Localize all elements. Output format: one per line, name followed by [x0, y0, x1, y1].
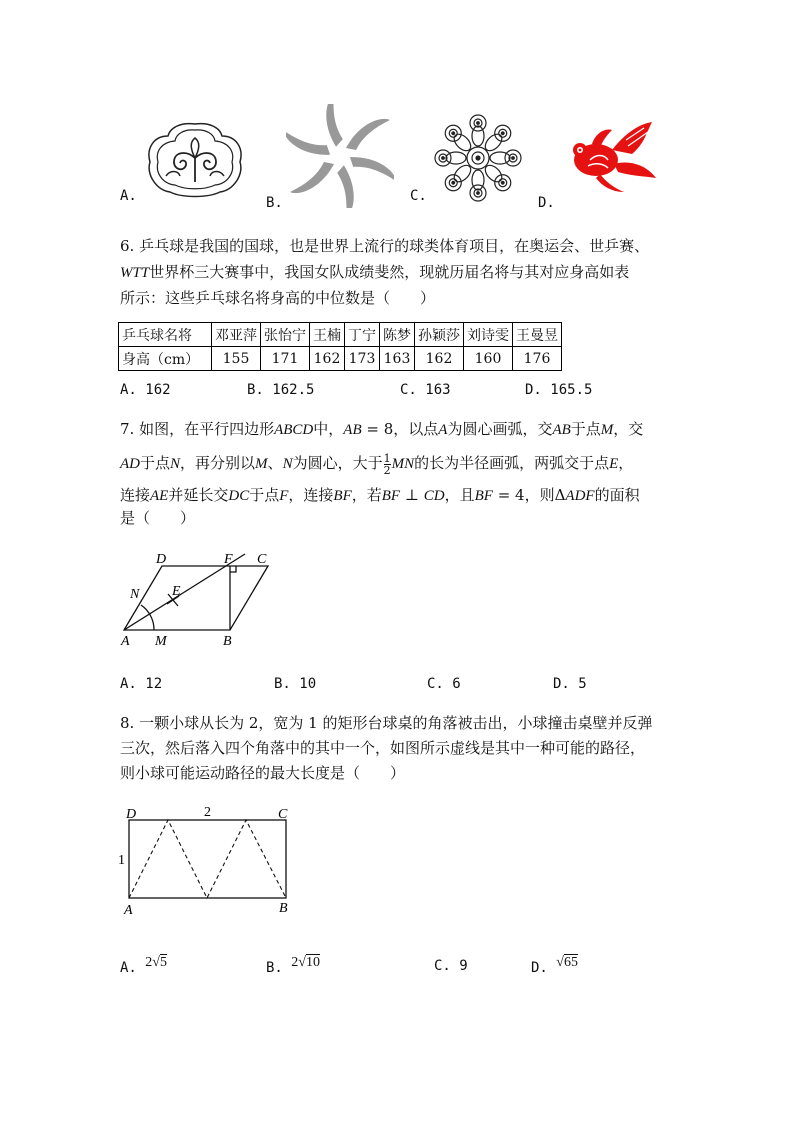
radical-expression: 2√10 — [291, 955, 320, 970]
table-row — [119, 323, 562, 347]
q5-figure-b — [286, 104, 394, 208]
q5-option-c: C. — [410, 188, 427, 204]
table-cell: 邓亚萍 — [212, 323, 261, 347]
label-E: E — [172, 584, 181, 599]
table-cell: 162 — [415, 347, 464, 371]
q7-stem-line-4: 是（ ） — [120, 509, 196, 527]
q5-option-b: B. — [266, 195, 283, 211]
q6-option-d: D. 165.5 — [525, 382, 593, 398]
table-cell: 176 — [513, 347, 562, 371]
label-N: N — [130, 587, 140, 602]
q6-stem-line-3: 所示：这些乒乓球名将身高的中位数是（ ） — [120, 289, 436, 307]
table-cell: 王楠 — [310, 323, 345, 347]
q7-option-c: C. 6 — [427, 676, 461, 692]
q6-height-table — [118, 322, 562, 371]
q7-stem-line-2: AD于点N，再分别以M、N为圆心，大于 $\frac{1}{2}$ MN的长为半径画弧，两弧交于点E， — [120, 451, 634, 477]
table-cell: 陈梦 — [380, 323, 415, 347]
table-cell: 张怡宁 — [261, 323, 310, 347]
q5-figure-c — [432, 112, 524, 204]
table-cell: 160 — [464, 347, 513, 371]
q5-figure-a — [140, 118, 250, 200]
q6-stem-line-2: WTT世界杯三大赛事中，我国女队成绩斐然，现就历届名将与其对应身高如表 — [120, 263, 630, 281]
q8-stem-line-3: 则小球可能运动路径的最大长度是（ ） — [120, 764, 406, 782]
label-B: B — [223, 634, 232, 649]
table-header-cell: 身高（cm） — [119, 347, 212, 371]
q7-stem-line-1: 7. 如图，在平行四边形ABCD中，AB = 8，以点A为圆心画弧，交AB于点M，交 — [120, 420, 644, 438]
label-left-width: 1 — [118, 853, 125, 868]
label-C: C — [278, 807, 288, 822]
q7-option-a: A. 12 — [120, 676, 163, 692]
label-B: B — [279, 901, 288, 916]
label-top-length: 2 — [204, 805, 211, 820]
label-A: A — [124, 903, 133, 918]
fraction-one-half: $\frac{1}{2}$ — [383, 451, 391, 477]
label-D: D — [126, 807, 137, 822]
q8-option-a: A. 2√5 — [120, 955, 167, 976]
label-C: C — [257, 552, 267, 567]
radical-expression: 2√5 — [145, 955, 167, 970]
q8-stem-line-2: 三次，然后落入四个角落中的其中一个，如图所示虚线是其中一种可能的路径， — [120, 739, 646, 757]
q6-option-b: B. 162.5 — [247, 382, 315, 398]
table-cell: 孙颖莎 — [415, 323, 464, 347]
table-cell: 162 — [310, 347, 345, 371]
q5-figure-d-goldfish — [566, 120, 660, 194]
q6-option-c: C. 163 — [400, 382, 451, 398]
label-F: F — [224, 552, 233, 567]
q7-option-d: D. 5 — [553, 676, 587, 692]
q6-stem-line-1: 6. 乒乓球是我国的国球，也是世界上流行的球类体育项目，在奥运会、世乒赛、 — [120, 237, 650, 255]
q5-option-a: A. — [120, 188, 137, 204]
radical-expression: √65 — [556, 955, 578, 970]
q7-option-b: B. 10 — [274, 676, 317, 692]
table-cell: 刘诗雯 — [464, 323, 513, 347]
q6-option-a: A. 162 — [120, 382, 171, 398]
table-cell: 173 — [345, 347, 380, 371]
table-cell: 丁宁 — [345, 323, 380, 347]
table-cell: 171 — [261, 347, 310, 371]
label-D: D — [156, 552, 167, 567]
label-M: M — [155, 634, 167, 649]
q5-option-d: D. — [538, 195, 555, 211]
q7-parallelogram-figure — [110, 546, 280, 650]
q8-billiard-table-figure — [112, 800, 298, 920]
q8-option-d: D. √65 — [531, 955, 578, 976]
table-row — [119, 347, 562, 371]
label-A: A — [121, 634, 130, 649]
q8-option-c: C. 9 — [434, 958, 468, 974]
table-cell: 王曼昱 — [513, 323, 562, 347]
table-cell: 155 — [212, 347, 261, 371]
table-cell: 163 — [380, 347, 415, 371]
q8-option-b: B. 2√10 — [266, 955, 320, 976]
q7-stem-line-3: 连接AE并延长交DC于点F，连接BF，若BF ⊥ CD，且BF = 4，则ΔADF的面积 — [120, 486, 640, 504]
table-header-cell: 乒乓球名将 — [119, 323, 212, 347]
q8-stem-line-1: 8. 一颗小球从长为 2，宽为 1 的矩形台球桌的角落被击出，小球撞击桌壁并反弹 — [120, 714, 653, 732]
